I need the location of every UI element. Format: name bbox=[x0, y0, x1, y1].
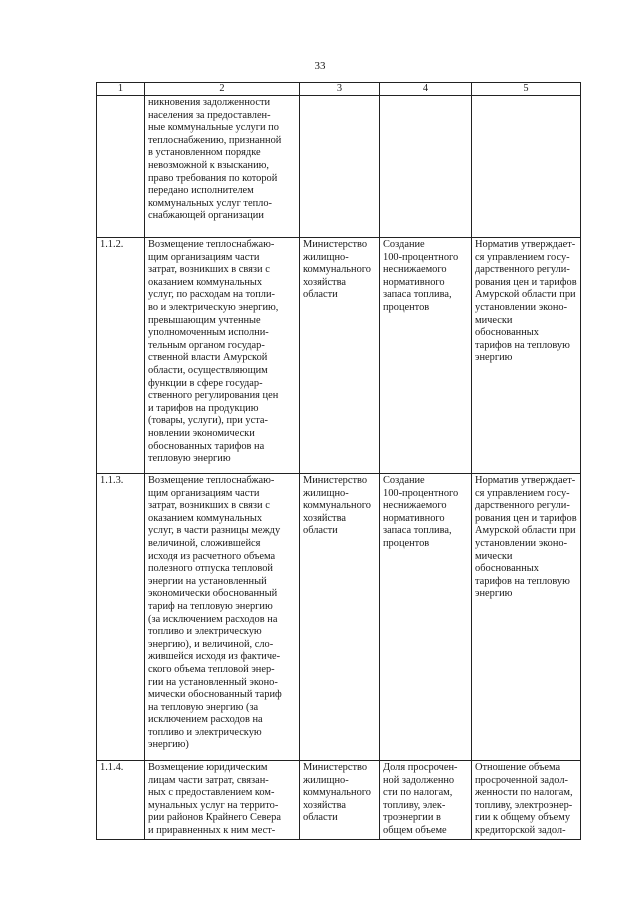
measure-name: Возмещение юридическим лицам части затрат, связан- ных с предоставлением ком- мунальных услуг на террито- рии районов Крайнего Севера и приравненных к ним мест- bbox=[145, 761, 300, 840]
measure-name: Возмещение теплоснабжаю- щим организациям части затрат, возникших в связи с оказанием коммунальных услуг, по расходам на топли- во и электрическую энергию, превышающим учтенные уполномоченным исполни- тельным органом государ- ственной власти Амурской области, осуществляющим функции в сфере государ- ственного регулирования цен и тарифов на продукцию (товары, услуги), при уста- новлении экономически обоснованных тарифов на тепловую энергию bbox=[145, 238, 300, 474]
executor: Министерство жилищно- коммунального хозяйства области bbox=[300, 238, 380, 474]
row-number: 1.1.2. bbox=[97, 238, 145, 474]
row-number: 1.1.3. bbox=[97, 474, 145, 761]
row-number: 1.1.4. bbox=[97, 761, 145, 840]
indicator: Создание 100-процентного неснижаемого нормативного запаса топлива, процентов bbox=[380, 238, 472, 474]
executor: Министерство жилищно- коммунального хозяйства области bbox=[300, 761, 380, 840]
indicator-description bbox=[472, 96, 581, 238]
indicator: Доля просрочен- ной задолженно сти по налогам, топливу, элек- троэнергии в общем объеме bbox=[380, 761, 472, 840]
measure-name: Возмещение теплоснабжаю- щим организациям части затрат, возникших в связи с оказанием коммунальных услуг, в части разницы между величиной, сложившейся исходя из расчетного объема полезного отпуска тепловой энергии на установленный экономически обоснованный тариф на тепловую энергию (за исключением расходов на топливо и электрическую энергию), и величиной, сло- жившейся исходя из фактиче- ского объема тепловой энер- гии на установленный эконо- мически обоснованный тариф на тепловую энергию (за исключением расходов на топливо и электрическую энергию) bbox=[145, 474, 300, 761]
page-number: 33 bbox=[314, 60, 326, 72]
table-row bbox=[97, 761, 581, 840]
indicator-description: Отношение объема просроченной задол- женности по налогам, топливу, электроэнер- гии к общему объему кредиторской задол- bbox=[472, 761, 581, 840]
table-row bbox=[97, 96, 581, 238]
executor: Министерство жилищно- коммунального хозяйства области bbox=[300, 474, 380, 761]
measure-name: никновения задолженности населения за предоставлен- ные коммунальные услуги по теплоснабжению, признанной в установленном порядке невозможной к взысканию, право требования по которой передано исполнителем коммунальных услуг тепло- снабжающей организации bbox=[145, 96, 300, 238]
column-header-2: 2 bbox=[145, 83, 300, 96]
column-header-4: 4 bbox=[380, 83, 472, 96]
executor bbox=[300, 96, 380, 238]
program-measures-table bbox=[96, 82, 581, 840]
column-header-1: 1 bbox=[97, 83, 145, 96]
indicator-description: Норматив утверждает- ся управлением госу- дарственного регули- рования цен и тарифов Амурской области при установлении эконо- мически обоснованных тарифов на тепловую энергию bbox=[472, 238, 581, 474]
table-row bbox=[97, 238, 581, 474]
indicator-description: Норматив утверждает- ся управлением госу- дарственного регули- рования цен и тарифов Амурской области при установлении эконо- мически обоснованных тарифов на тепловую энергию bbox=[472, 474, 581, 761]
row-number bbox=[97, 96, 145, 238]
table-row bbox=[97, 474, 581, 761]
indicator bbox=[380, 96, 472, 238]
table-header-row bbox=[97, 83, 581, 96]
column-header-3: 3 bbox=[300, 83, 380, 96]
column-header-5: 5 bbox=[472, 83, 581, 96]
indicator: Создание 100-процентного неснижаемого нормативного запаса топлива, процентов bbox=[380, 474, 472, 761]
